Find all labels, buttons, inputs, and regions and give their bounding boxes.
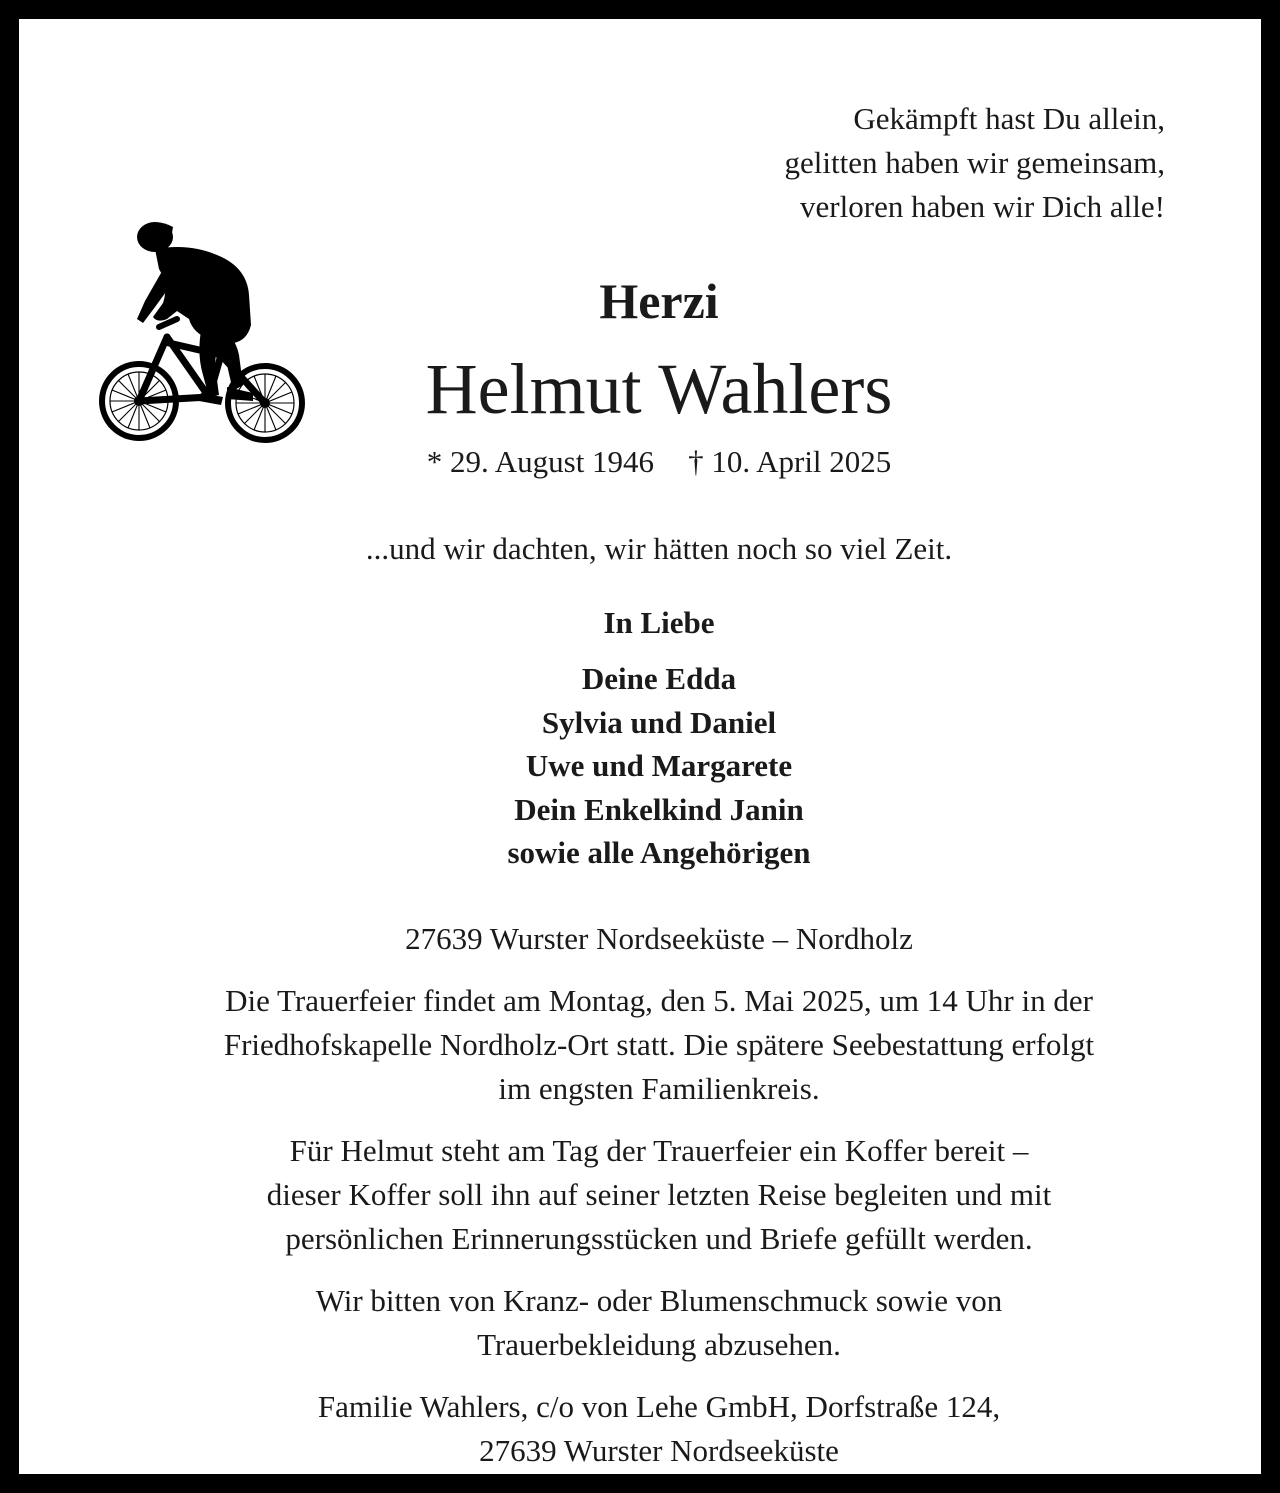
- ceremony-line: Friedhofskapelle Nordholz-Ort statt. Die spätere Seebestattung erfolgt: [223, 1027, 1095, 1062]
- flowers-notice: [59, 1279, 1259, 1367]
- deceased-nickname: Herzi: [599, 273, 719, 329]
- memorial-quote: ...und wir dachten, wir hätten noch so viel Zeit.: [365, 531, 953, 566]
- condolence-address: [59, 1385, 1259, 1473]
- suitcase-notice: [59, 1129, 1259, 1261]
- in-love-label: In Liebe: [603, 605, 715, 640]
- life-dates: [19, 442, 1280, 482]
- address-line: Familie Wahlers, c/o von Lehe GmbH, Dorfstraße 124,: [317, 1389, 1001, 1424]
- flowers-line: Wir bitten von Kranz- oder Blumenschmuck sowie von: [315, 1283, 1003, 1318]
- death-date: † 10. April 2025: [688, 444, 892, 479]
- birth-date: * 29. August 1946: [426, 444, 655, 479]
- motto-line: Gekämpft hast Du allein,: [853, 101, 1165, 136]
- place-of-residence: 27639 Wurster Nordseeküste – Nordholz: [405, 921, 913, 956]
- family-member: sowie alle Angehörigen: [507, 835, 811, 870]
- suitcase-line: persönlichen Erinnerungsstücken und Briefe gefüllt werden.: [285, 1221, 1033, 1256]
- ceremony-notice: [59, 979, 1259, 1111]
- address-line: 27639 Wurster Nordseeküste: [479, 1433, 839, 1468]
- family-member: Dein Enkelkind Janin: [514, 791, 804, 827]
- family-member: Deine Edda: [581, 661, 737, 696]
- ceremony-line: im engsten Familienkreis.: [498, 1071, 820, 1106]
- motto-line: gelitten haben wir gemeinsam,: [784, 145, 1165, 180]
- suitcase-line: dieser Koffer soll ihn auf seiner letzten Reise begleiten und mit: [266, 1177, 1052, 1212]
- ceremony-line: Die Trauerfeier findet am Montag, den 5. Mai 2025, um 14 Uhr in der: [225, 983, 1093, 1018]
- family-list: [19, 657, 1280, 875]
- motto-line: verloren haben wir Dich alle!: [800, 189, 1165, 224]
- motto-poem: [465, 97, 1165, 229]
- deceased-name: Helmut Wahlers: [425, 349, 893, 429]
- suitcase-line: Für Helmut steht am Tag der Trauerfeier ein Koffer bereit –: [289, 1133, 1029, 1168]
- family-member: Sylvia und Daniel: [541, 704, 777, 740]
- family-member: Uwe und Margarete: [525, 748, 793, 783]
- flowers-line: Trauerbekleidung abzusehen.: [477, 1327, 841, 1362]
